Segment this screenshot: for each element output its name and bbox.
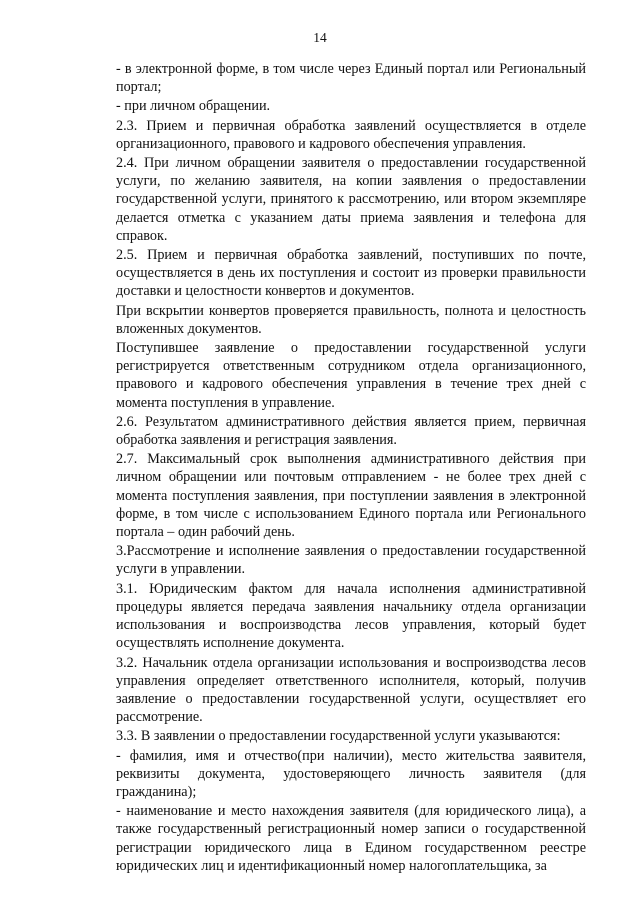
paragraph-2-4: 2.4. При личном обращении заявителя о предоставлении государственной услуги, по желанию заявителя, на копии заявления о предоставлении государственной услуги, принятого к рассмотрению, или втором экземпляре делается отметка с указанием даты приема заявления и телефона для справок. xyxy=(116,155,586,244)
paragraph-personal-visit: - при личном обращении. xyxy=(116,98,271,115)
page-number: 14 xyxy=(313,30,327,45)
paragraph-2-7: 2.7. Максимальный срок выполнения административного действия при личном обращении или почтовым отправлением - не более трех дней с момента поступления заявления, при поступлении заявления в электронной форме, в том числе с использованием Единого портала или Регионального портала – один рабочий день. xyxy=(116,451,586,541)
paragraph-2-5: 2.5. Прием и первичная обработка заявлений, поступивших по почте, осуществляется в день их поступления и состоит из проверки правильности доставки и целостности конвертов и документов. xyxy=(116,247,586,300)
paragraph-envelope-check: При вскрытии конвертов проверяется правильность, полнота и целостность вложенных документов. xyxy=(116,302,586,337)
paragraph-electronic-form: - в электронной форме, в том числе через Единый портал или Региональный портал; xyxy=(116,61,586,96)
document-body xyxy=(116,60,586,876)
paragraph-citizen-details: - фамилия, имя и отчество(при наличии), место жительства заявителя, реквизиты документа, удостоверяющего личность заявителя (для гражданина); xyxy=(116,747,586,800)
paragraph-2-6: 2.6. Результатом административного действия является прием, первичная обработка заявления и регистрация заявления. xyxy=(116,413,586,449)
paragraph-legal-entity-details: - наименование и место нахождения заявителя (для юридического лица), а также государственный регистрационный номер записи о государственной регистрации юридического лица в Едином государственном реестре юридических лиц и идентификационный номер налогоплательщика, за xyxy=(116,803,586,874)
paragraph-3-2: 3.2. Начальник отдела организации использования и воспроизводства лесов управления определяет ответственного исполнителя, который, получив заявление о предоставлении государственной услуги, осуществляет его рассмотрение. xyxy=(116,654,586,726)
paragraph-registration: Поступившее заявление о предоставлении государственной услуги регистрируется ответственным сотрудником отдела организационного, правового и кадрового обеспечения управления в течение трех дней с момента поступления в управление. xyxy=(116,340,586,411)
paragraph-3-1: 3.1. Юридическим фактом для начала исполнения административной процедуры является передача заявления начальнику отдела организации использования и воспроизводства лесов управления, который будет осуществлять исполнение документа. xyxy=(116,580,586,652)
paragraph-2-3: 2.3. Прием и первичная обработка заявлений осуществляется в отделе организационного, правового и кадрового обеспечения управления. xyxy=(116,117,586,152)
paragraph-3-3: 3.3. В заявлении о предоставлении государственной услуги указываются: xyxy=(116,728,561,745)
paragraph-section-3: 3.Рассмотрение и исполнение заявления о предоставлении государственной услуги в управлении. xyxy=(116,543,586,578)
